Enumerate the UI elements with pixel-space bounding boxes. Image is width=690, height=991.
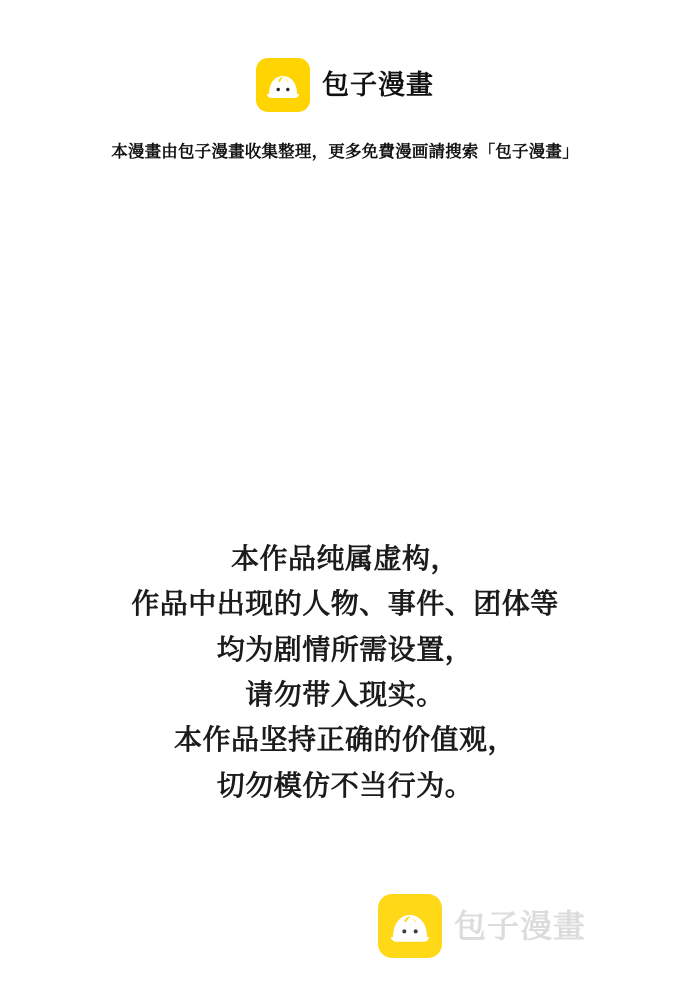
baozi-bun-icon bbox=[256, 58, 310, 112]
disclaimer-line: 均为剧情所需设置， bbox=[216, 632, 474, 666]
disclaimer-line: 切勿模仿不当行为。 bbox=[216, 768, 474, 802]
brand-name: 包子漫畫 bbox=[322, 69, 434, 101]
disclaimer-line: 请勿带入现实。 bbox=[245, 678, 445, 712]
disclaimer-line: 作品中出现的人物、事件、团体等 bbox=[131, 587, 559, 621]
site-brand-header bbox=[0, 58, 690, 112]
watermark bbox=[378, 894, 586, 958]
watermark-brand-name: 包子漫畫 bbox=[454, 907, 587, 945]
disclaimer-line: 本作品纯属虚构， bbox=[230, 542, 459, 575]
baozi-bun-icon bbox=[378, 894, 442, 958]
disclaimer-line: 本作品坚持正确的价值观， bbox=[173, 723, 516, 757]
collection-notice: 本漫畫由包子漫畫收集整理，更多免費漫画請搜索「包子漫畫」 bbox=[111, 142, 579, 161]
disclaimer-block bbox=[0, 536, 690, 808]
